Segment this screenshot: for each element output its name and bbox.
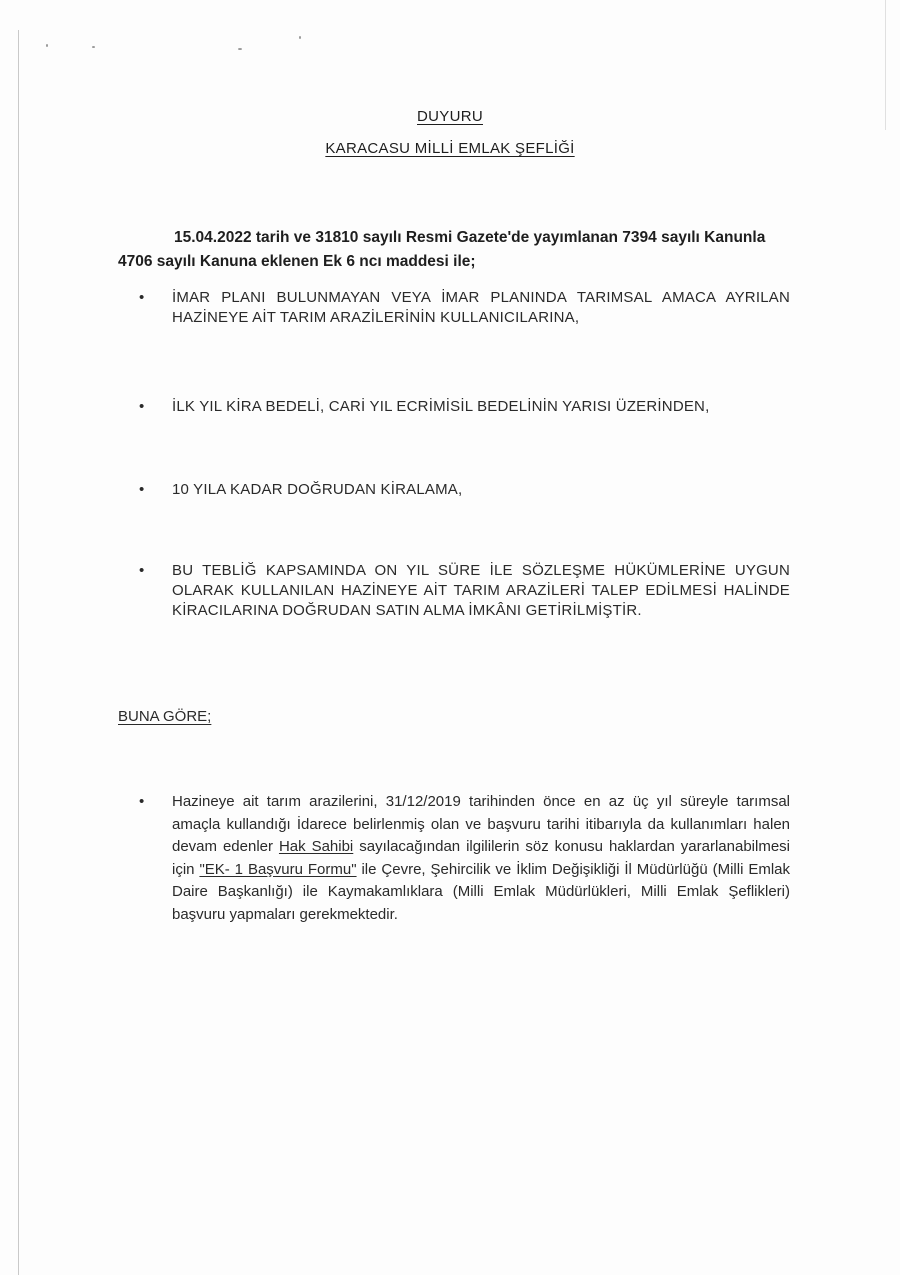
bullet-text: İMAR PLANI BULUNMAYAN VEYA İMAR PLANINDA TARIMSAL AMACA AYRILAN HAZİNEYE AİT TARIM ARAZİLERİNİN KULLANICILARINA, bbox=[172, 289, 790, 326]
bullet-icon: • bbox=[139, 562, 145, 579]
scan-speck bbox=[92, 46, 95, 48]
bullet-text: BU TEBLİĞ KAPSAMINDA ON YIL SÜRE İLE SÖZLEŞME HÜKÜMLERİNE UYGUN OLARAK KULLANILAN HAZİNEYE AİT TARIM ARAZİLERİ TALEP EDİLMESİ HALİNDE KİRACILARINA DOĞRUDAN SATIN ALMA İMKÂNI GETİRİLMİŞTİR. bbox=[172, 562, 790, 619]
section-label: BUNA GÖRE; bbox=[118, 708, 212, 725]
scan-speck bbox=[238, 48, 242, 50]
document-title-text: DUYURU bbox=[417, 108, 483, 125]
bullet-text: 10 YILA KADAR DOĞRUDAN KİRALAMA, bbox=[172, 481, 463, 498]
application-bullet bbox=[140, 791, 790, 926]
bullet-icon: • bbox=[139, 398, 145, 415]
application-text-part3: ile Çevre, Şehircilik ve İklim Değişikliği İl Müdürlüğü (Milli Emlak Daire Başkanlığı) ile Kaymakamlıklara (Milli Emlak Müdürlükleri, Milli Emlak Şeflikleri) başvuru yapmaları gerekmektedir. bbox=[172, 860, 790, 923]
office-title-text: KARACASU MİLLİ EMLAK ŞEFLİĞİ bbox=[325, 140, 575, 157]
application-text-part2: sayılacağından ilgililerin söz konusu haklardan yararlanabilmesi için bbox=[172, 838, 790, 878]
scan-edge-left bbox=[18, 30, 19, 1275]
bullet-text: İLK YIL KİRA BEDELİ, CARİ YIL ECRİMİSİL BEDELİNİN YARISI ÜZERİNDEN, bbox=[172, 398, 710, 415]
scan-speck bbox=[46, 44, 48, 47]
bullet-item bbox=[140, 561, 790, 621]
application-text-part1: Hazineye ait tarım arazilerini, 31/12/2019 tarihinden önce en az üç yıl süreyle tarımsal amaçla kullandığı İdarece belirlenmiş olan ve başvuru tarihi itibarıyla da kullanımları halen devam edenler bbox=[172, 793, 790, 855]
application-text bbox=[172, 791, 790, 926]
intro-paragraph: 15.04.2022 tarih ve 31810 sayılı Resmi Gazete'de yayımlanan 7394 sayılı Kanunla 4706 sayılı Kanuna eklenen Ek 6 ncı maddesi ile; bbox=[118, 229, 766, 270]
bullet-item bbox=[140, 480, 790, 500]
bullet-icon: • bbox=[139, 481, 145, 498]
bullet-icon: • bbox=[139, 289, 145, 306]
application-form-reference: "EK- 1 Başvuru Formu" bbox=[199, 860, 357, 878]
document-title bbox=[0, 108, 900, 125]
bullet-item bbox=[140, 288, 790, 328]
bullet-icon: • bbox=[139, 793, 145, 810]
scan-speck bbox=[299, 36, 301, 39]
bullet-item bbox=[140, 397, 790, 417]
office-title bbox=[0, 140, 900, 157]
hak-sahibi-term: Hak Sahibi bbox=[278, 838, 354, 855]
